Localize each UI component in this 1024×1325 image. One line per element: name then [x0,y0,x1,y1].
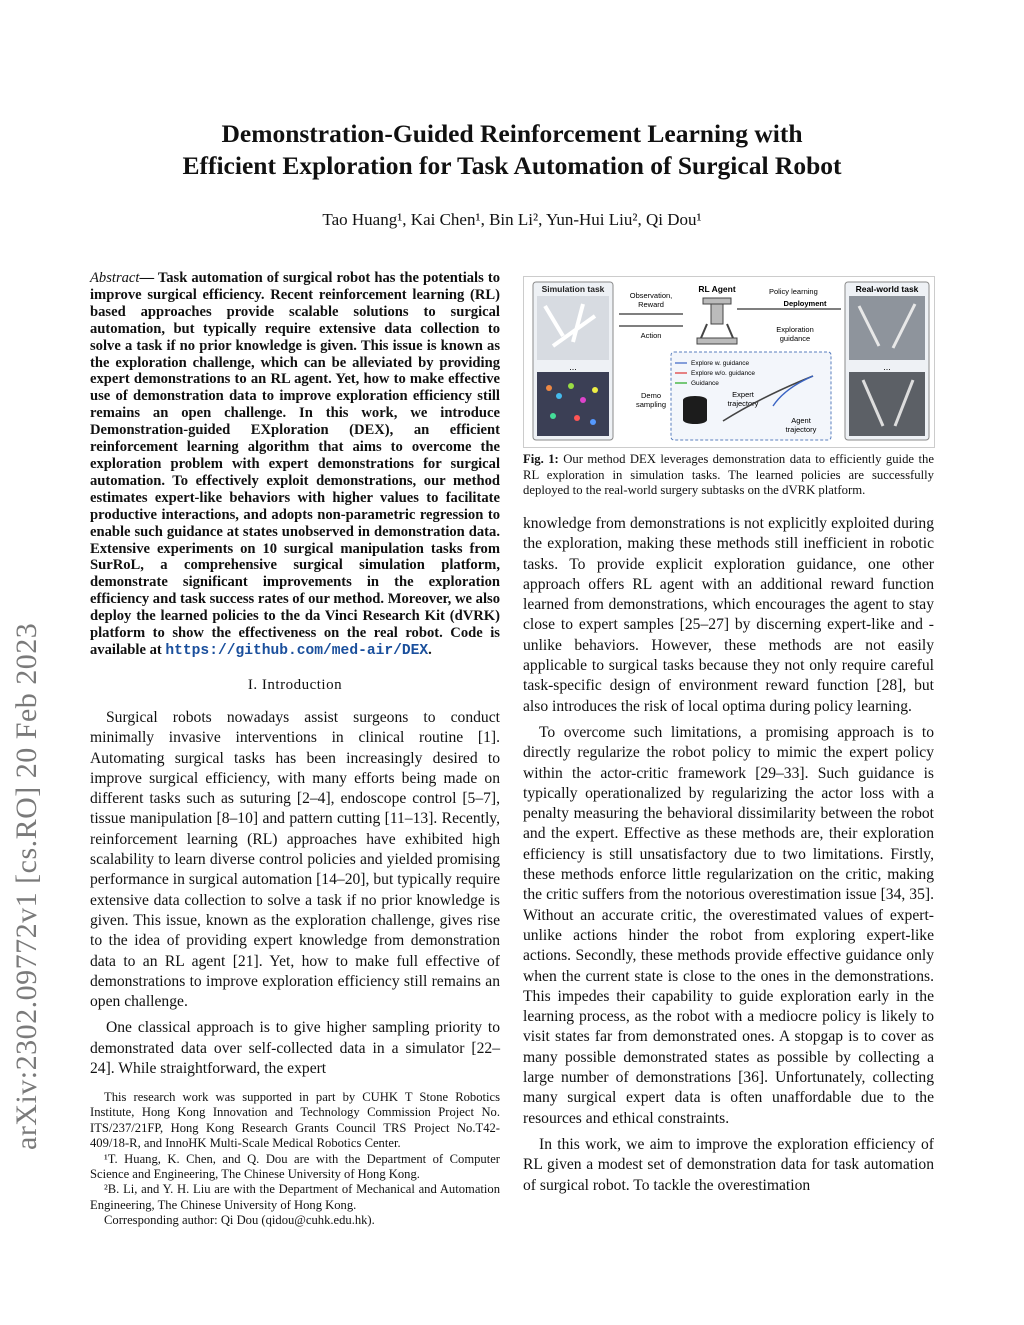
footnote-corresponding: Corresponding author: Qi Dou (qidou@cuhk.edu.hk). [104,1213,375,1228]
legend-guidance: Guidance [691,380,719,387]
title-line-1: Demonstration-Guided Reinforcement Learning with [221,119,803,148]
intro-paragraph-2: One classical approach is to give higher sampling priority to demonstrated data over self-collected data in a simulator [22–24]. While straightforward, the expert [90,1019,500,1078]
demo-sampling-label: Demo [640,391,662,400]
agent-trajectory-label: Agent [791,416,811,425]
footnotes [90,1090,500,1229]
footnote-funding: This research work was supported in part by CUHK T Stone Robotics Institute, Hong Kong Innovation and Technology Commission Project No. ITS/237/21FP, Hong Kong Research Grants Council TRS Project No.T42-409/18-R, and InnoHK Multi-Scale Medical Robotics Center. [90,1090,500,1151]
intro-left [90,708,500,1079]
abstract-label: Abstract [90,270,140,286]
abstract-dash: — [139,270,155,286]
right-paragraph-1: knowledge from demonstrations is not explicitly exploited during the exploration, making these methods still inefficient in robotic tasks. To provide explicit exploration guidance, one other approach offers RL agent with an additional reward function learned from demonstrations, which encourages the agent to stay close to expert samples [25–27] by discerning expert-like and -unlike behaviors. However, these methods are not easily applicable to surgical tasks because they not only require careful task-specific design of environment reward function [28], but also introduces the risk of local optima during policy learning. [523,515,934,715]
database-icon [683,396,707,424]
footnote-2: ²B. Li, and Y. H. Liu are with the Department of Mechanical and Automation Engineering, The Chinese University of Hong Kong. [90,1182,500,1212]
action-label: Action [640,331,662,340]
legend-explore-with: Explore w. guidance [691,360,750,367]
obs-reward-label: Observation, [629,291,673,300]
right-paragraph-2: To overcome such limitations, a promising approach is to directly regularize the robot policy to mimic the expert policy within the actor-critic framework [29–33]. Such guidance is typically operationalized by regularizing the actor loss with a penalty measuring the behavioral dissimilarity between the robot and the expert. Effective as these methods are, their exploration efficiency is still unsatisfactory due to two limitations. Firstly, these methods enforce little regularization on the critic, making the critic suffers from the notorious overestimation issue [34, 35]. Without an accurate critic, the overestimated values of expert-unlike actions hinder the robot from exploring expert-like actions. Secondly, these methods provide effective guidance only when the current state is close to the ones in the demonstrations. This impedes their capability to guide exploration early in the learning process, as the robot with a mediocre policy is likely to visit states far from demonstrated ones. A stopgap is to cover as many possible demonstrated states as possible by collecting a large number of demonstrations [36]. Unfortunately, collecting many surgical expert data is often unaffordable due to the resources and ethical constraints. [523,723,934,1127]
figure-caption [523,452,934,499]
abstract-text: Task automation of surgical robot has the potentials to improve surgical efficiency. Recent reinforcement learning (RL) based approaches provide scalable solutions to surgical automation, but typically require extensive data collection to solve a task if no prior knowledge is given. This issue is known as the exploration challenge, which can be alleviated by providing expert demonstrations to an RL agent. Yet, how to make effective use of demonstration data to improve exploration efficiency still remains an open challenge. In this work, we introduce Demonstration-guided EXploration (DEX), an efficient reinforcement learning algorithm that aims to overcome the exploration problem with expert demonstrations for surgical automation. To effectively exploit demonstrations, our method estimates expert-like behaviors with higher values to facilitate productive interactions, and adopts non-parametric regression to enable such guidance at states unobserved in demonstration data. Extensive experiments on 10 surgical manipulation tasks from SurRoL, a comprehensive surgical simulation platform, demonstrate significant improvements in the exploration efficiency and task success rates of our method. Moreover, we also deploy the learned policies to the da Vinci Research Kit (dVRK) platform to show the effectiveness on the real robot. Code is available at [90,270,500,658]
deployment-label: Deployment [783,299,827,308]
intro-paragraph-1: Surgical robots nowadays assist surgeons to conduct minimally invasive interventions in clinical routine [1]. Automating surgical tasks has been increasingly desired to improve surgical efficiency, with many efforts being made on different tasks such as suturing [2–4], endoscope control [5–7], tissue manipulation [8–10] and pattern cutting [11–13]. Recently, reinforcement learning (RL) approaches have exhibited high scalability to learn diverse control policies and yielded promising performance in surgical automation [14–20], but typically require extensive data collection to solve a task if no prior knowledge is given. This issue, known as the exploration challenge, gives rise to the idea of providing expert knowledge from demonstration data to an RL agent [21]. Yet, how to make full effective of demonstrations to improve exploration efficiency still remains an open challenge. [90,709,500,1011]
paper-title [0,118,1024,182]
demo-sampling-label-2: sampling [635,400,667,409]
footnote-1: ¹T. Huang, K. Chen, and Q. Dou are with the Department of Computer Science and Engineering, The Chinese University of Hong Kong. [90,1151,500,1182]
rl-agent-label: RL Agent [698,284,736,294]
caption-text: Our method DEX leverages demonstration data to efficiently guide the RL exploration in simulation tasks. The learned policies are successfully deployed to the real-world surgery subtasks on the dVRK platform. [523,452,934,497]
policy-learning-label: Policy learning [769,287,818,296]
obs-reward-label-2: Reward [638,300,664,309]
right-column [523,514,934,1196]
code-link[interactable]: https://github.com/med-air/DEX [165,642,429,659]
legend-explore-without: Explore w/o. guidance [691,370,755,377]
exploration-guidance-label-2: guidance [779,334,811,343]
abstract-end: . [428,641,432,658]
sim-ellipsis: ... [569,362,577,372]
real-task-label: Real-world task [855,284,919,294]
right-paragraph-3: In this work, we aim to improve the exploration efficiency of RL given a modest set of demonstration data for task automation of surgical robot. To tackle the overestimation [523,1135,934,1194]
sim-image-2 [537,372,609,436]
title-line-2: Efficient Exploration for Task Automation of Surgical Robot [182,151,842,180]
abstract [90,270,500,660]
sim-image-1 [537,296,609,360]
agent-trajectory-label-2: trajectory [785,425,817,434]
sim-task-label: Simulation task [541,284,605,294]
section-heading: I. Introduction [247,677,343,693]
author-list: Tao Huang¹, Kai Chen¹, Bin Li², Yun-Hui Liu², Qi Dou¹ [322,210,702,229]
exploration-guidance-label: Exploration [776,325,814,334]
figure-1 [523,276,935,448]
arxiv-side-stamp: arXiv:2302.09772v1 [cs.RO] 20 Feb 2023 [10,622,43,1150]
expert-trajectory-label: Expert [732,390,754,399]
real-ellipsis: ... [883,362,891,372]
caption-label: Fig. 1: [523,452,559,466]
expert-trajectory-label-2: trajectory [727,399,759,408]
